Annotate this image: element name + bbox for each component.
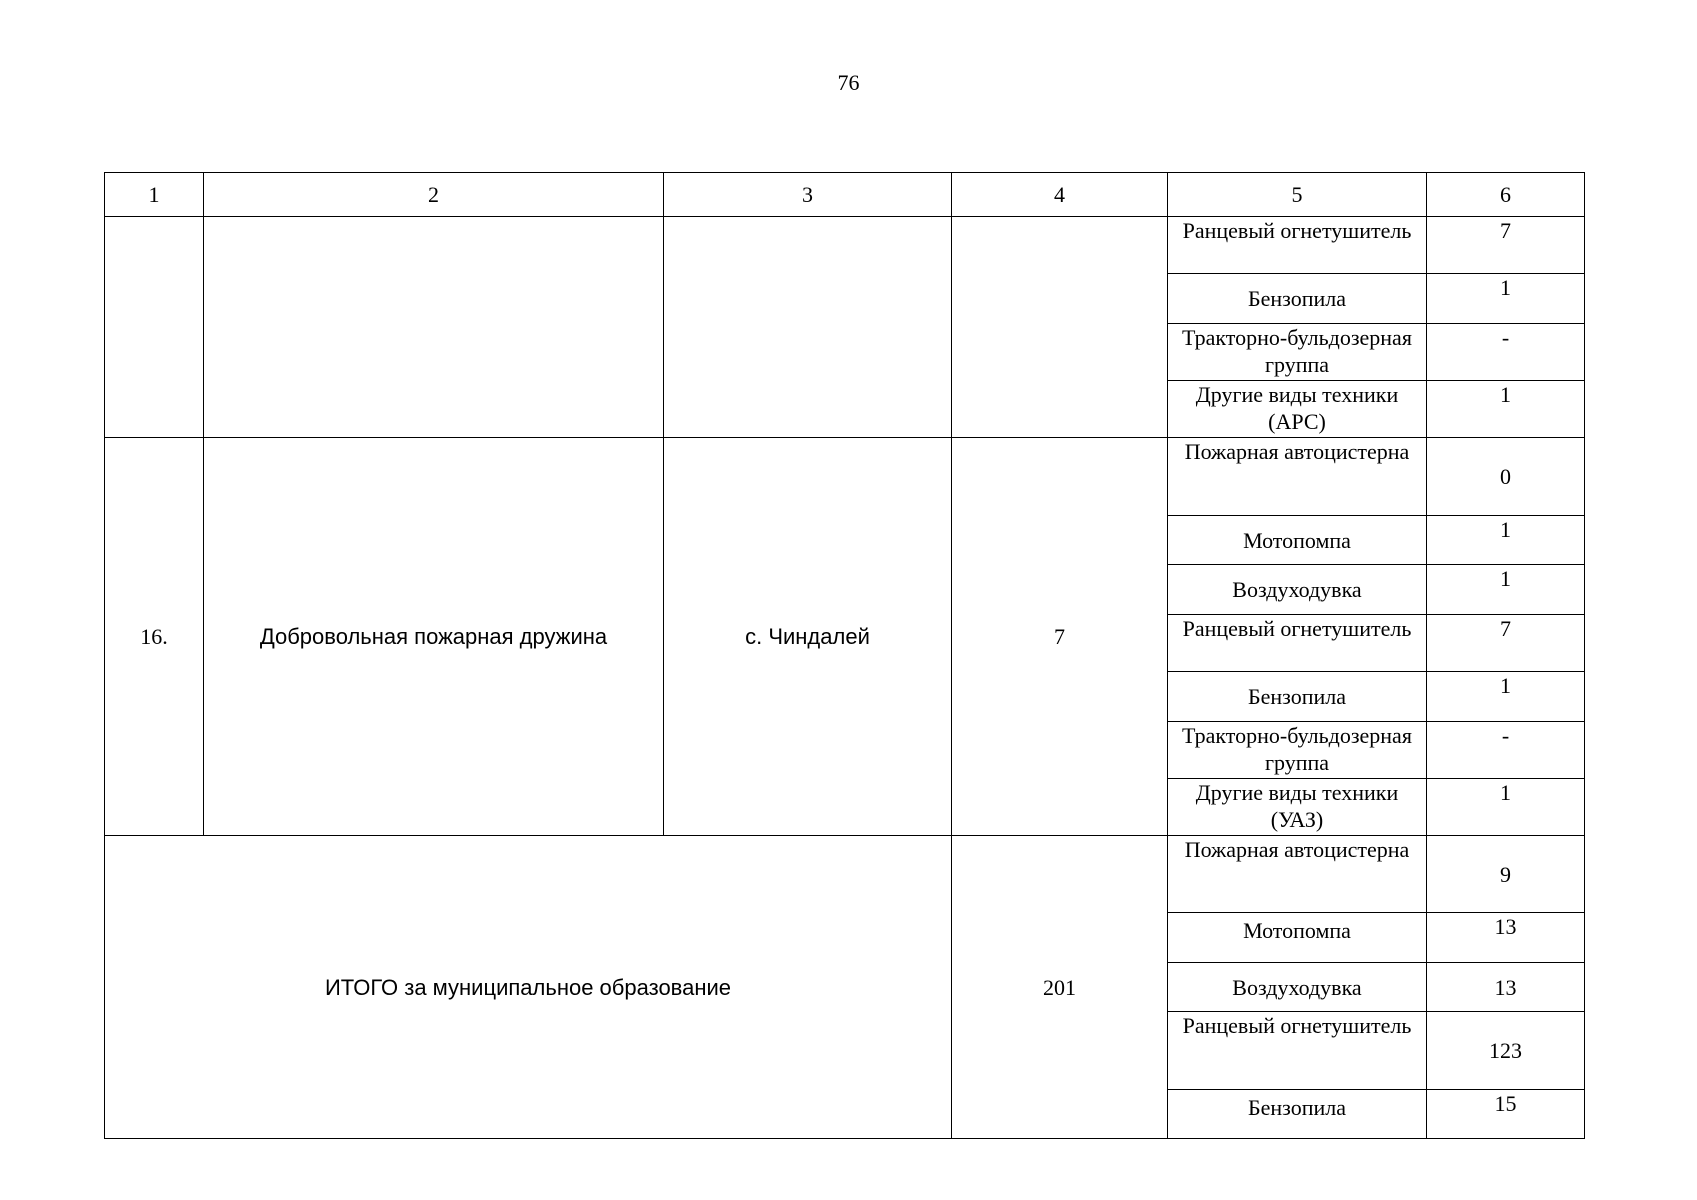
equipment-qty: - — [1427, 324, 1585, 381]
total-label: ИТОГО за муниципальное образование — [105, 836, 952, 1139]
equipment-name: Мотопомпа — [1168, 913, 1427, 963]
continuation-number-cell — [105, 217, 204, 438]
equipment-name: Бензопила — [1168, 672, 1427, 722]
equipment-qty: 0 — [1427, 438, 1585, 516]
equipment-name: Ранцевый огнетушитель — [1168, 217, 1427, 274]
table-row — [105, 217, 1585, 274]
header-row — [105, 173, 1585, 217]
equipment-qty: 13 — [1427, 913, 1585, 963]
equipment-name: Пожарная автоцистерна — [1168, 836, 1427, 913]
equipment-qty: 7 — [1427, 615, 1585, 672]
equipment-name: Мотопомпа — [1168, 516, 1427, 565]
continuation-personnel-cell — [952, 217, 1168, 438]
total-personnel: 201 — [952, 836, 1168, 1139]
header-col-5: 5 — [1168, 173, 1427, 217]
equipment-qty: 1 — [1427, 779, 1585, 836]
equipment-qty: 15 — [1427, 1090, 1585, 1139]
header-col-2: 2 — [204, 173, 664, 217]
equipment-qty: 1 — [1427, 516, 1585, 565]
equipment-qty: 7 — [1427, 217, 1585, 274]
entry-number: 16. — [105, 438, 204, 836]
header-col-4: 4 — [952, 173, 1168, 217]
equipment-name: Бензопила — [1168, 1090, 1427, 1139]
entry-location: с. Чиндалей — [664, 438, 952, 836]
entry-name: Добровольная пожарная дружина — [204, 438, 664, 836]
equipment-qty: 1 — [1427, 381, 1585, 438]
table-row — [105, 836, 1585, 913]
equipment-name: Другие виды техники (УАЗ) — [1168, 779, 1427, 836]
table-row — [105, 438, 1585, 516]
equipment-name: Тракторно-бульдозерная группа — [1168, 722, 1427, 779]
equipment-qty: 13 — [1427, 963, 1585, 1012]
equipment-qty: 1 — [1427, 274, 1585, 324]
equipment-qty: 9 — [1427, 836, 1585, 913]
equipment-qty: 1 — [1427, 565, 1585, 615]
equipment-name: Воздуходувка — [1168, 565, 1427, 615]
equipment-name: Другие виды техники (АРС) — [1168, 381, 1427, 438]
continuation-location-cell — [664, 217, 952, 438]
equipment-qty: - — [1427, 722, 1585, 779]
continuation-name-cell — [204, 217, 664, 438]
equipment-name: Пожарная автоцистерна — [1168, 438, 1427, 516]
entry-personnel: 7 — [952, 438, 1168, 836]
page-number: 76 — [837, 70, 860, 95]
header-col-6: 6 — [1427, 173, 1585, 217]
equipment-name: Воздуходувка — [1168, 963, 1427, 1012]
equipment-qty: 1 — [1427, 672, 1585, 722]
equipment-name: Ранцевый огнетушитель — [1168, 1012, 1427, 1090]
header-col-3: 3 — [664, 173, 952, 217]
equipment-table — [104, 172, 1585, 1139]
equipment-name: Тракторно-бульдозерная группа — [1168, 324, 1427, 381]
header-col-1: 1 — [105, 173, 204, 217]
equipment-name: Бензопила — [1168, 274, 1427, 324]
equipment-name: Ранцевый огнетушитель — [1168, 615, 1427, 672]
equipment-qty: 123 — [1427, 1012, 1585, 1090]
